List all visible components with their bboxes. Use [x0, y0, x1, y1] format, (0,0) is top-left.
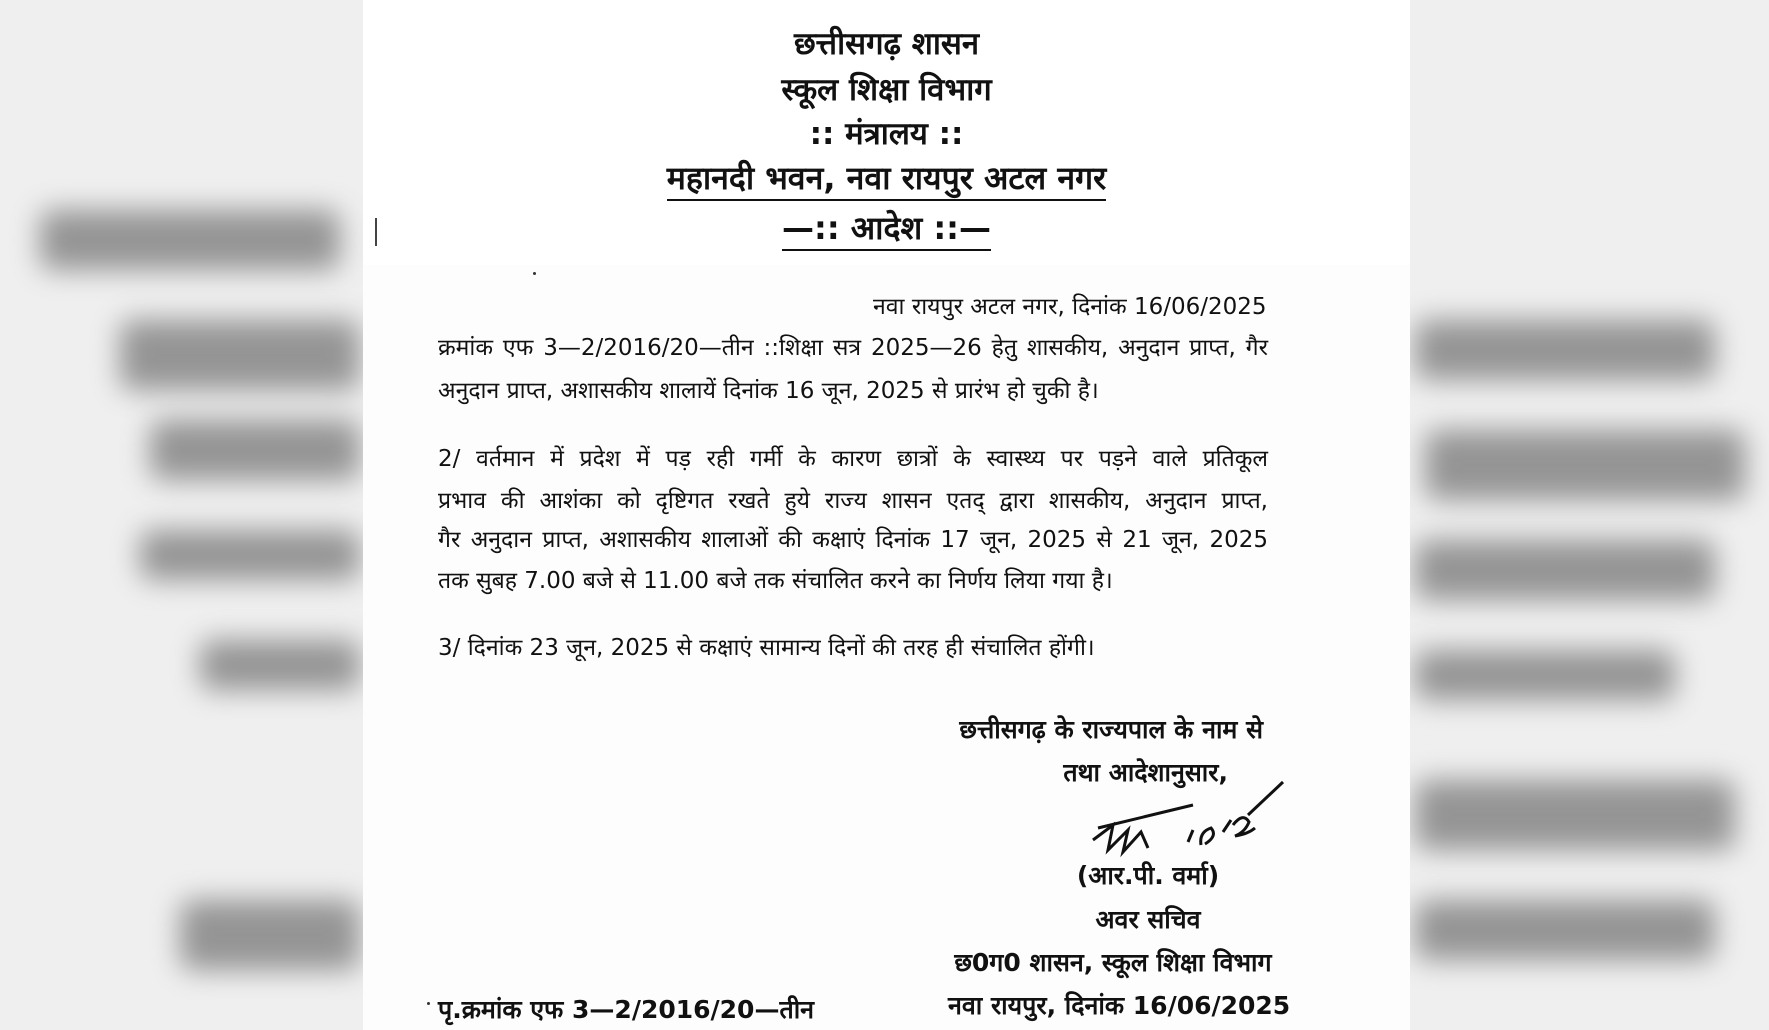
blurred-background-left [0, 0, 368, 1030]
signatory-designation: अवर सचिव [1095, 905, 1201, 934]
blurred-background-right [1405, 0, 1769, 1030]
para2-line4: तक सुबह 7.00 बजे से 11.00 बजे तक संचालित करने का निर्णय लिया गया है। [438, 568, 1113, 594]
signatory-place-date: नवा रायपुर, दिनांक 16/06/2025 [948, 991, 1291, 1020]
scan-dot [533, 272, 536, 275]
header-ministry: :: मंत्रालय :: [809, 116, 964, 152]
signatory-department: छ0ग0 शासन, स्कूल शिक्षा विभाग [954, 948, 1272, 977]
scan-dot [427, 1002, 430, 1005]
footer-reference: पृ.क्रमांक एफ 3—2/2016/20—तीन [438, 995, 815, 1024]
para1-line1: क्रमांक एफ 3—2/2016/20—तीन ::शिक्षा सत्र 2025—26 हेतु शासकीय, अनुदान प्राप्त, गैर [438, 335, 1268, 361]
document-page [363, 0, 1410, 1030]
header-order-title: —:: आदेश ::— [363, 206, 1410, 249]
para2-line2: प्रभाव की आशंका को दृष्टिगत रखते हुये राज्य शासन एतद् द्वारा शासकीय, अनुदान प्राप्त, [438, 488, 1268, 514]
handwritten-signature [1073, 770, 1293, 870]
header-department: स्कूल शिक्षा विभाग [781, 72, 992, 108]
header-address: महानदी भवन, नवा रायपुर अटल नगर [363, 156, 1410, 199]
para2-line1: 2/ वर्तमान में प्रदेश में पड़ रही गर्मी के कारण छात्रों के स्वास्थ्य पर पड़ने वाले प्रतिकूल [438, 446, 1268, 472]
signature-line2: तथा आदेशानुसार, [1063, 758, 1228, 787]
signatory-name: (आर.पी. वर्मा) [1076, 861, 1220, 890]
para1-line2: अनुदान प्राप्त, अशासकीय शालायें दिनांक 16 जून, 2025 से प्रारंभ हो चुकी है। [438, 378, 1099, 404]
para3: 3/ दिनांक 23 जून, 2025 से कक्षाएं सामान्य दिनों की तरह ही संचालित होंगी। [438, 635, 1095, 661]
para2-line3: गैर अनुदान प्राप्त, अशासकीय शालाओं की कक्षाएं दिनांक 17 जून, 2025 से 21 जून, 2025 [438, 527, 1268, 553]
signature-line1: छत्तीसगढ़ के राज्यपाल के नाम से [959, 715, 1263, 744]
header-government: छत्तीसगढ़ शासन [793, 26, 980, 62]
order-place-date: नवा रायपुर अटल नगर, दिनांक 16/06/2025 [873, 294, 1267, 320]
